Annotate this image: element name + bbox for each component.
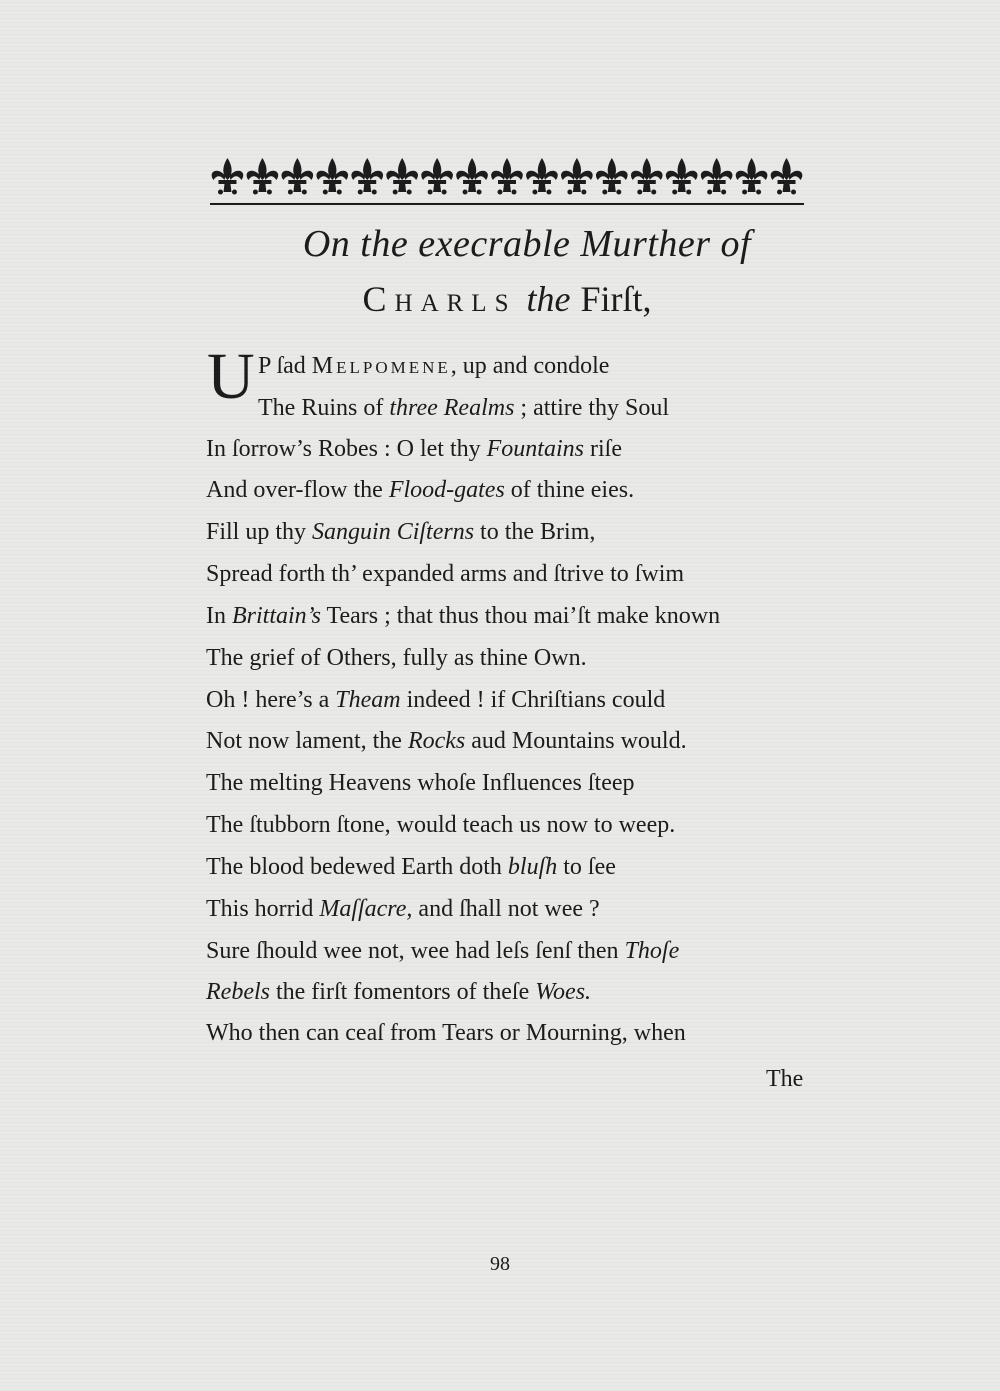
poem-text: Who then can ceaſ from Tears or Mourning, when	[206, 1020, 686, 1046]
poem-text: Sure ſhould wee not, wee had leſs ſenſ then	[206, 938, 625, 964]
poem-text: This horrid	[206, 896, 320, 922]
poem-line	[206, 813, 675, 837]
poem-text: Melpomene	[311, 353, 451, 379]
poem-italic-text: Fountains	[486, 436, 584, 462]
poem-italic-text: Maſſacre,	[319, 896, 413, 922]
poem-line	[206, 520, 595, 544]
poem-line	[206, 604, 720, 628]
header-rule	[210, 203, 804, 205]
poem-line	[206, 646, 587, 670]
poem-italic-text: Flood-gates	[388, 477, 505, 503]
poem-text: Spread forth th’ expanded arms and ſtrive to ſwim	[206, 561, 685, 587]
title-article: the	[526, 279, 571, 319]
poem-italic-text: Thoſe	[624, 938, 680, 964]
catchword: The	[766, 1066, 804, 1092]
poem-text: The melting Heavens whoſe Influences ſteep	[206, 770, 635, 796]
poem-italic-text: Rocks	[407, 728, 466, 754]
poem-text: Tears ; that thus thou mai’ſt make known	[320, 603, 721, 629]
poem-italic-text: Sanguin Ciſterns	[312, 519, 475, 545]
poem-text: of thine eies.	[504, 477, 635, 503]
poem-italic-text: Brittain’s	[232, 603, 321, 629]
poem-text: the firſt fomentors of theſe	[269, 979, 536, 1005]
poem-line	[206, 437, 622, 461]
poem-text: The Ruins of	[258, 395, 390, 421]
poem-line	[258, 396, 669, 420]
poem-text: The blood bedewed Earth doth	[206, 854, 508, 880]
poem-text: The grief of Others, fully as thine Own.	[206, 645, 587, 671]
title-name: Charls	[362, 279, 517, 319]
poem-line	[258, 354, 609, 378]
poem-line	[206, 939, 679, 963]
poem-italic-text: Rebels	[206, 979, 270, 1005]
poem-text: , up and condole	[450, 353, 610, 379]
poem-text: The ſtubborn ſtone, would teach us now to weep.	[206, 812, 676, 838]
poem-line	[206, 897, 600, 921]
poem-text: In ſorrow’s Robes : O let thy	[206, 436, 487, 462]
poem-text: And over-flow the	[206, 477, 389, 503]
poem-text: riſe	[583, 436, 622, 462]
page-number: 98	[490, 1253, 510, 1275]
title-ordinal: Firſt,	[580, 279, 652, 319]
poem-italic-text: bluſh	[507, 854, 558, 880]
poem-line	[206, 980, 591, 1004]
poem-line	[206, 562, 684, 586]
poem-text: and ſhall not wee ?	[412, 896, 600, 922]
drop-cap: U	[207, 340, 255, 413]
poem-title-line-2	[210, 278, 804, 320]
poem-line	[206, 688, 665, 712]
poem-text: Not now lament, the	[206, 728, 408, 754]
poem-italic-text: three Realms	[389, 395, 515, 421]
poem-line	[206, 855, 616, 879]
poem-text: In	[206, 603, 232, 629]
poem-line	[206, 771, 635, 795]
poem-text: to the Brim,	[474, 519, 596, 545]
poem-text: aud Mountains would.	[465, 728, 687, 754]
poem-text: ; attire thy Soul	[514, 395, 670, 421]
poem-text: P ſad	[258, 353, 312, 379]
poem-italic-text: Woes.	[535, 979, 592, 1005]
poem-text: Oh ! here’s a	[206, 687, 336, 713]
poem-line	[206, 478, 634, 502]
poem-text: to ſee	[557, 854, 616, 880]
poem-text: indeed ! if Chriſtians could	[400, 687, 666, 713]
poem-title-line-1: On the execrable Murther of	[302, 223, 752, 265]
poem-text: Fill up thy	[206, 519, 313, 545]
poem-line	[206, 729, 687, 753]
poem-line	[206, 1021, 686, 1045]
fleur-de-lis-ornament-band	[210, 150, 804, 206]
poem-italic-text: Theam	[335, 687, 401, 713]
